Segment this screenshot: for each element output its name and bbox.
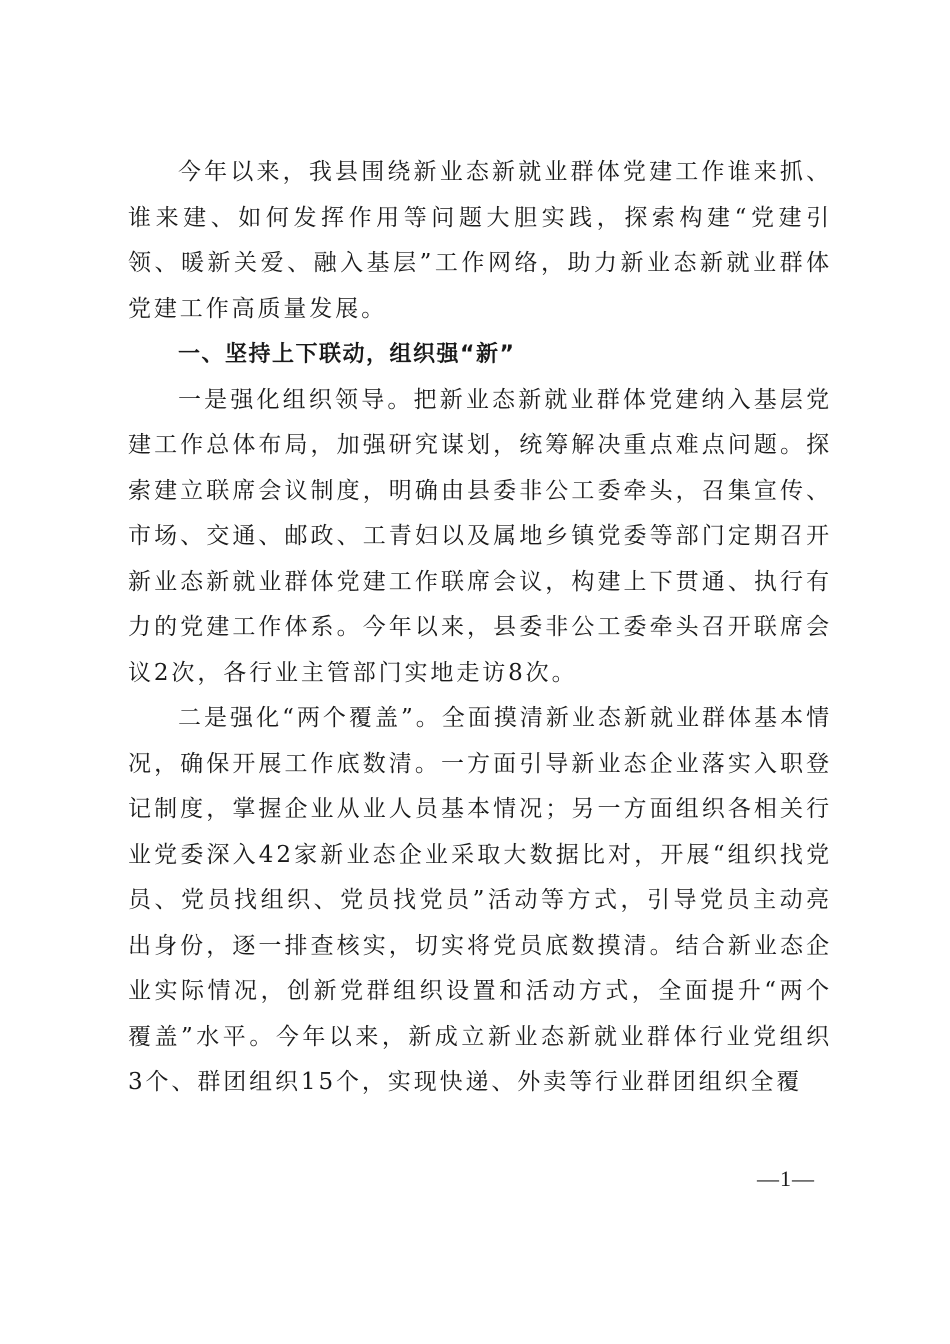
- page-number: —1—: [757, 1166, 815, 1191]
- section-heading: 一、坚持上下联动，组织强“新”: [178, 342, 516, 367]
- body-paragraph-2: 二是强化“两个覆盖”。全面摸清新业态新就业群体基本情况，确保开展工作底数清。一方面引导新业态企业落实入职登记制度，掌握企业从业人员基本情况；另一方面组织各相关行业党委深入42家新业态企业采取大数据比对，开展“组织找党员、党员找组织、党员找党员”活动等方式，引导党员主动亮出身份，逐一排查核实，切实将党员底数摸清。结合新业态企业实际情况，创新党群组织设置和活动方式，全面提升“两个覆盖”水平。今年以来，新成立新业态新就业群体行业党组织3个、群团组织15个，实现快递、外卖等行业群团组织全覆: [128, 705, 832, 1095]
- intro-paragraph: 今年以来，我县围绕新业态新就业群体党建工作谁来抓、谁来建、如何发挥作用等问题大胆实践，探索构建“党建引领、暖新关爱、融入基层”工作网络，助力新业态新就业群体党建工作高质量发展。: [128, 159, 832, 322]
- body-paragraph-1: 一是强化组织领导。把新业态新就业群体党建纳入基层党建工作总体布局，加强研究谋划，统筹解决重点难点问题。探索建立联席会议制度，明确由县委非公工委牵头，召集宣传、市场、交通、邮政、工青妇以及属地乡镇党委等部门定期召开新业态新就业群体党建工作联席会议，构建上下贯通、执行有力的党建工作体系。今年以来，县委非公工委牵头召开联席会议2次，各行业主管部门实地走访8次。: [128, 386, 832, 686]
- document-body: [128, 150, 832, 1106]
